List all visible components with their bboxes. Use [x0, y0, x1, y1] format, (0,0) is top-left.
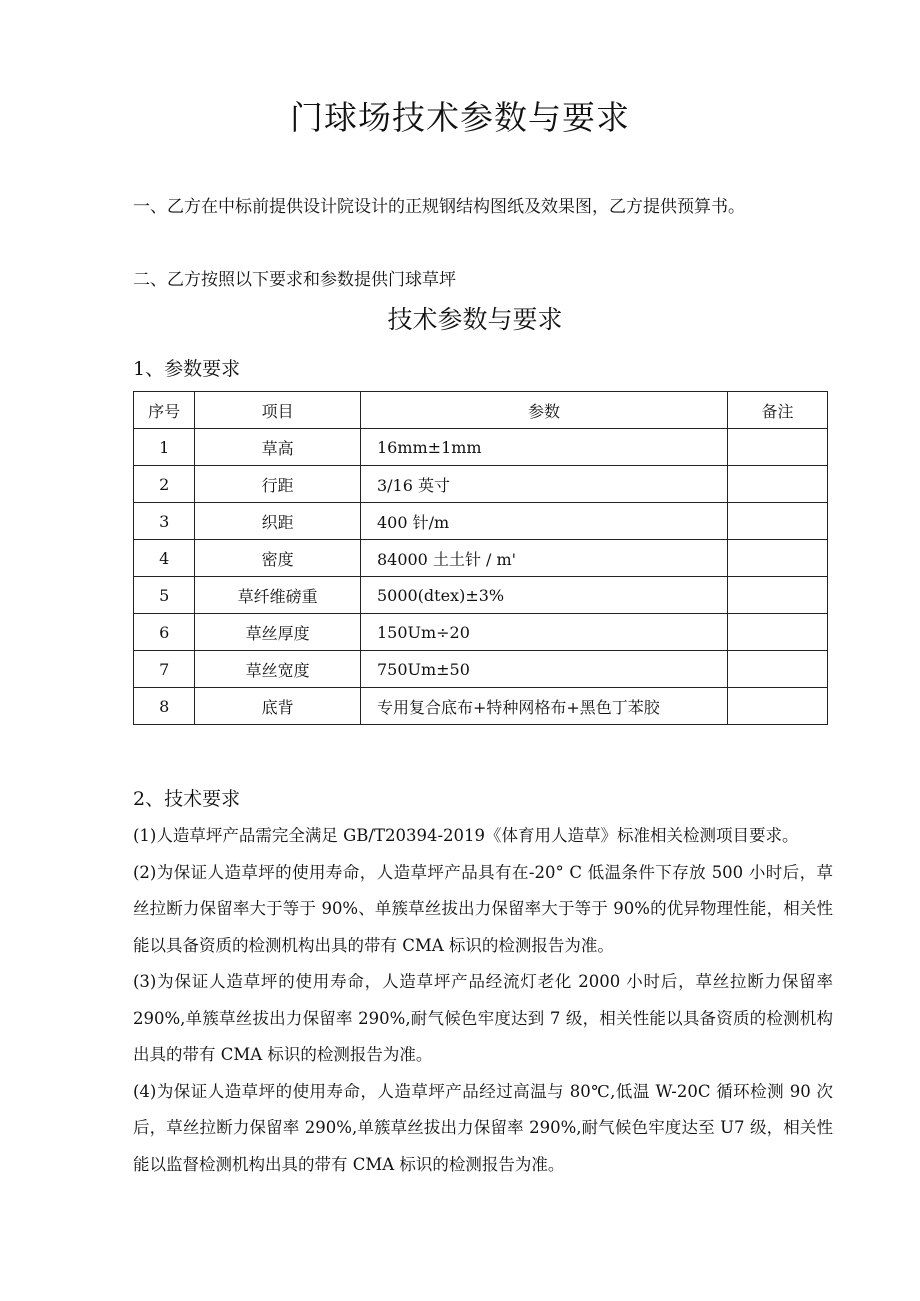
cell-param: 16mm±1mm — [360, 429, 727, 466]
header-note: 备注 — [728, 392, 828, 429]
cell-no: 8 — [134, 688, 195, 725]
cell-item: 密度 — [195, 540, 361, 577]
cell-param: 专用复合底布+特种网格布+黑色丁苯胶 — [360, 688, 727, 725]
requirement-paragraph: (4)为保证人造草坪的使用寿命，人造草坪产品经过高温与 80℃,低温 W-20C 循环检测 90 次后，草丝拉断力保留率 290%,单簇草丝拔出力保留率 290%,耐气候色牢度达至 U7 级，相关性能以监督检测机构出具的带有 CMA 标识的检测报告为准。 — [133, 1081, 833, 1174]
cell-param: 750Um±50 — [360, 651, 727, 688]
cell-no: 1 — [134, 429, 195, 466]
cell-param: 400 针/m — [360, 503, 727, 540]
cell-item: 草纤维磅重 — [195, 577, 361, 614]
requirement-line-1: 一、乙方在中标前提供设计院设计的正规钢结构图纸及效果图，乙方提供预算书。 — [133, 197, 745, 217]
cell-note — [728, 466, 828, 503]
table-row — [134, 577, 828, 614]
table-header-row — [134, 392, 828, 429]
table-row — [134, 429, 828, 466]
requirements-body — [133, 818, 833, 1183]
cell-note — [728, 429, 828, 466]
document-title: 门球场技术参数与要求 — [290, 98, 630, 137]
cell-no: 6 — [134, 614, 195, 651]
requirement-line-2: 二、乙方按照以下要求和参数提供门球草坪 — [133, 270, 456, 290]
section-subtitle: 技术参数与要求 — [387, 305, 563, 334]
cell-item: 织距 — [195, 503, 361, 540]
table-row — [134, 540, 828, 577]
table-row — [134, 614, 828, 651]
cell-no: 3 — [134, 503, 195, 540]
header-no: 序号 — [134, 392, 195, 429]
header-item: 项目 — [195, 392, 361, 429]
cell-item: 行距 — [195, 466, 361, 503]
cell-item: 草丝宽度 — [195, 651, 361, 688]
cell-item: 草丝厚度 — [195, 614, 361, 651]
cell-note — [728, 577, 828, 614]
table-row — [134, 688, 828, 725]
cell-note — [728, 688, 828, 725]
cell-param: 150Um÷20 — [360, 614, 727, 651]
section-heading-tech: 2、技术要求 — [133, 788, 241, 810]
cell-no: 5 — [134, 577, 195, 614]
cell-note — [728, 651, 828, 688]
cell-no: 7 — [134, 651, 195, 688]
cell-item: 底背 — [195, 688, 361, 725]
cell-note — [728, 503, 828, 540]
parameter-table — [133, 391, 828, 725]
cell-no: 4 — [134, 540, 195, 577]
requirement-paragraph: (1)人造草坪产品需完全满足 GB/T20394-2019《体育用人造草》标准相关检测项目要求。 — [133, 826, 799, 845]
section-heading-params: 1、参数要求 — [133, 358, 241, 380]
header-param: 参数 — [360, 392, 727, 429]
cell-param: 5000(dtex)±3% — [360, 577, 727, 614]
table-row — [134, 503, 828, 540]
requirement-paragraph: (2)为保证人造草坪的使用寿命，人造草坪产品具有在-20° C 低温条件下存放 500 小时后，草丝拉断力保留率大于等于 90%、单簇草丝拔出力保留率大于等于 90%的优异物理性能，相关性能以具备资质的检测机构出具的带有 CMA 标识的检测报告为准。 — [133, 862, 833, 955]
cell-note — [728, 614, 828, 651]
cell-param: 84000 土土针 / m' — [360, 540, 727, 577]
table-row — [134, 651, 828, 688]
requirement-paragraph: (3)为保证人造草坪的使用寿命，人造草坪产品经流灯老化 2000 小时后，草丝拉断力保留率 290%,单簇草丝拔出力保留率 290%,耐气候色牢度达到 7 级，相关性能以具备资质的检测机构出具的带有 CMA 标识的检测报告为准。 — [133, 972, 833, 1064]
cell-note — [728, 540, 828, 577]
cell-param: 3/16 英寸 — [360, 466, 727, 503]
cell-no: 2 — [134, 466, 195, 503]
table-row — [134, 466, 828, 503]
cell-item: 草高 — [195, 429, 361, 466]
